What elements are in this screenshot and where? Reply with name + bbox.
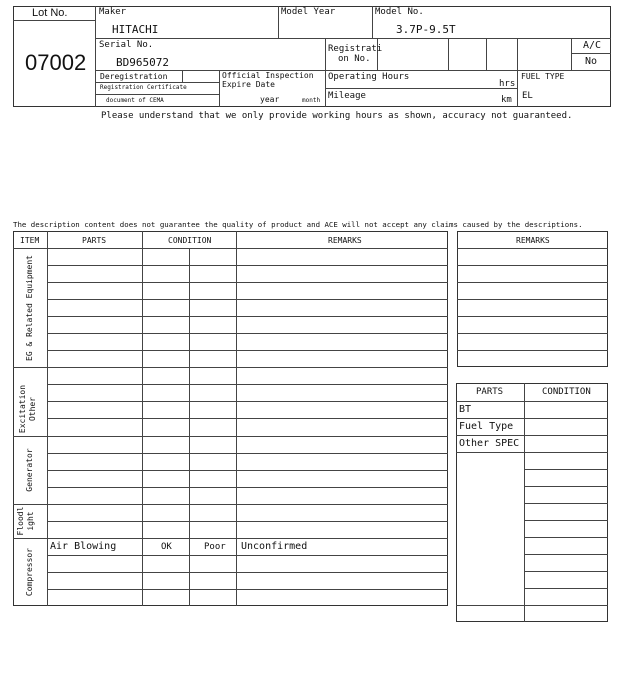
model-no-label: Model No. <box>375 7 424 17</box>
divider <box>95 94 219 95</box>
side-condition-header: CONDITION <box>542 387 591 397</box>
divider <box>47 418 448 419</box>
ac-value: No <box>585 56 598 67</box>
divider <box>456 418 608 419</box>
divider <box>457 333 608 334</box>
description-disclaimer: The description content does not guarantee the quality of product and ACE will not accept any claims caused by the descriptions. <box>13 220 583 229</box>
side-row-fuel-type: Fuel Type <box>459 421 514 432</box>
divider <box>524 571 608 572</box>
divider <box>325 88 518 89</box>
fuel-type-value: EL <box>522 91 533 101</box>
divider <box>13 538 448 539</box>
divider <box>47 384 448 385</box>
side-row-bt: BT <box>459 404 472 415</box>
divider <box>47 487 448 488</box>
serial-no-value: BD965072 <box>116 56 169 69</box>
divider <box>457 299 608 300</box>
divider <box>47 282 448 283</box>
section-eg: EG & Related Equipment <box>25 255 34 361</box>
divider <box>95 38 328 39</box>
year-label: year <box>260 95 280 104</box>
divider <box>47 555 448 556</box>
divider <box>456 401 608 402</box>
divider <box>571 38 572 70</box>
mileage-label: Mileage <box>328 91 366 101</box>
divider <box>456 605 608 606</box>
section-floodlight-2: ight <box>26 511 35 531</box>
divider <box>377 38 378 70</box>
part-air-blowing: Air Blowing <box>50 541 117 552</box>
divider <box>457 248 608 249</box>
divider <box>457 282 608 283</box>
divider <box>47 589 448 590</box>
km-unit: km <box>501 95 512 105</box>
condition-ok: OK <box>161 542 172 552</box>
divider <box>13 436 448 437</box>
divider <box>47 521 448 522</box>
divider <box>524 520 608 521</box>
divider <box>47 350 448 351</box>
lot-no-value: 07002 <box>25 50 87 75</box>
model-year-label: Model Year <box>281 7 336 17</box>
section-generator: Generator <box>25 448 34 492</box>
side-row-other-spec: Other SPEC <box>459 438 520 449</box>
divider <box>47 265 448 266</box>
deregistration-label: Deregistration <box>100 72 168 81</box>
registration-no-label: Registrati <box>328 44 383 54</box>
divider <box>47 333 448 334</box>
condition-header: CONDITION <box>168 236 212 245</box>
divider <box>457 265 608 266</box>
divider <box>456 452 608 453</box>
divider <box>219 70 220 107</box>
remarks-header: REMARKS <box>328 236 362 245</box>
divider <box>13 20 95 21</box>
divider <box>448 38 449 70</box>
section-floodlight: Floodl <box>16 506 25 536</box>
divider <box>13 367 448 368</box>
ac-label: A/C <box>583 40 602 51</box>
divider <box>278 6 279 38</box>
fuel-type-label: FUEL TYPE <box>521 72 565 81</box>
divider <box>95 70 611 71</box>
divider <box>325 38 326 107</box>
section-excitation-other: Other <box>28 396 37 422</box>
lot-no-label: Lot No. <box>32 7 68 19</box>
divider <box>571 53 611 54</box>
divider <box>456 435 608 436</box>
divider <box>486 38 487 70</box>
hrs-unit: hrs <box>499 79 516 89</box>
divider <box>524 469 608 470</box>
section-excitation: Excitation <box>18 384 27 434</box>
serial-no-label: Serial No. <box>99 40 154 50</box>
month-label: month <box>302 97 321 104</box>
divider <box>182 70 183 82</box>
divider <box>524 588 608 589</box>
side-parts-header: PARTS <box>476 387 504 397</box>
side-remarks-header: REMARKS <box>516 236 550 245</box>
divider <box>325 38 611 39</box>
divider <box>372 6 373 38</box>
divider <box>47 299 448 300</box>
divider <box>524 554 608 555</box>
official-inspection-label: Official Inspection <box>222 71 314 80</box>
divider <box>95 6 96 107</box>
divider <box>47 572 448 573</box>
maker-label: Maker <box>99 7 127 17</box>
divider <box>189 248 190 606</box>
divider <box>47 470 448 471</box>
divider <box>95 82 219 83</box>
divider <box>13 248 448 249</box>
maker-value: HITACHI <box>112 23 159 36</box>
operating-hours-label: Operating Hours <box>328 72 410 82</box>
parts-header: PARTS <box>82 236 107 245</box>
divider <box>524 503 608 504</box>
divider <box>457 316 608 317</box>
divider <box>524 537 608 538</box>
divider <box>47 316 448 317</box>
section-compressor: Compressor <box>25 547 34 597</box>
document-cema-label: document of CEMA <box>106 97 164 104</box>
divider <box>517 38 518 107</box>
condition-poor: Poor <box>204 542 226 552</box>
item-header: ITEM <box>20 236 40 245</box>
expire-date-label: Expire Date <box>222 80 275 89</box>
remarks-unconfirmed: Unconfirmed <box>241 541 308 552</box>
registration-no-label-2: on No. <box>338 54 371 64</box>
model-no-value: 3.7P-9.5T <box>396 23 456 36</box>
divider <box>47 401 448 402</box>
divider <box>457 350 608 351</box>
divider <box>524 486 608 487</box>
divider <box>13 504 448 505</box>
working-hours-note: Please understand that we only provide working hours as shown, accuracy not guaranteed. <box>101 111 573 121</box>
divider <box>47 453 448 454</box>
registration-certificate-label: Registration Certificate <box>100 84 187 91</box>
